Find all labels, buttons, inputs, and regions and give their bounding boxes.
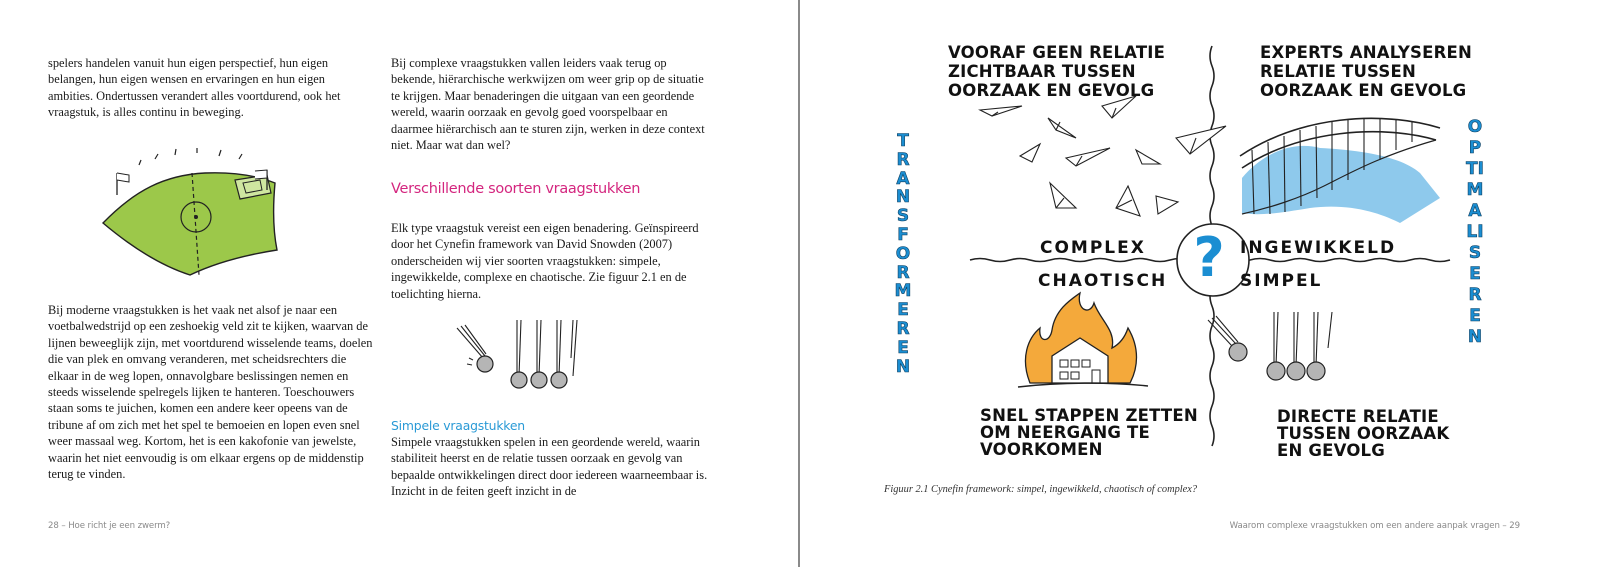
paragraph: Elk type vraagstuk vereist een eigen benadering. Geïnspireerd door het Cynefin framework van David Snowden (2007) onderscheiden wij vier soorten vraagstukken: simpele, ingewikkelde, complexe en chaotische. Zie figuur 2.1 en de toelichting hierna. (391, 221, 699, 301)
vertical-label-optimaliseren: OPTIMALISEREN (1466, 117, 1484, 347)
quadrant-label-ingewikkeld: INGEWIKKELD (1240, 238, 1397, 258)
bridge-icon (1240, 118, 1440, 223)
col2-para1 (391, 55, 711, 153)
question-mark-icon: ? (1193, 226, 1225, 289)
top-right-text (1260, 43, 1472, 100)
paragraph: spelers handelen vanuit hun eigen perspectief, hun eigen belangen, hun eigen wensen en ervaringen en hun eigen ambities. Ondertussen verandert alles voortdurend, ook het vraagstuk, is alles continu in beweging. (48, 56, 341, 120)
page-footer-right: Waarom complexe vraagstukken om een andere aanpak vragen – 29 (1229, 521, 1520, 531)
quadrant-label-complex: COMPLEX (1040, 238, 1146, 258)
figure-caption: Figuur 2.1 Cynefin framework: simpel, ingewikkeld, chaotisch of complex? (884, 484, 1198, 495)
page-footer-left: 28 – Hoe richt je een zwerm? (48, 521, 171, 531)
text-line: DIRECTE RELATIE (1277, 407, 1439, 426)
newtons-cradle-illustration (455, 318, 595, 403)
text-line: RELATIE TUSSEN (1260, 62, 1416, 81)
text-line: OM NEERGANG TE (980, 423, 1150, 442)
paragraph: Bij moderne vraagstukken is het vaak net alsof je naar een voetbalwedstrijd op een zeshoekig veld zit te kijken, waarvan de lijnen beweeglijk zijn, met voortdurend wisselende teams, doelen die van plek en omvang veranderen, met scheidsrechters die elkaar in de weg lopen, onnavolgbare beslissingen nemen en steeds wisselende spelregels lijken te hanteren. Toeschouwers staan soms te juichen, komen een andere keer opeens van de tribune af om zich met het spel te bemoeien en lopen even snel weer massaal weg. Kortom, het is een kakofonie van jewelste, waarin het niet eenvoudig is om elkaar ergens op de middenstip terug te vinden. (48, 303, 373, 482)
col1-para1 (48, 55, 373, 121)
newtons-cradle-icon (1208, 312, 1332, 380)
text-line: VOORKOMEN (980, 440, 1103, 459)
text-line: EXPERTS ANALYSEREN (1260, 43, 1472, 62)
paper-planes-icon (980, 96, 1226, 216)
soccer-field-illustration (95, 145, 285, 285)
text-line: ZICHTBAAR TUSSEN (948, 62, 1136, 81)
text-line: EN GEVOLG (1277, 441, 1386, 460)
text-line: TUSSEN OORZAAK (1277, 424, 1450, 443)
vertical-label-transformeren: TRANSFORMEREN (894, 131, 912, 377)
col2-para3 (391, 434, 711, 500)
bottom-left-text (980, 407, 1198, 458)
col1-para2 (48, 302, 373, 482)
top-left-text (948, 43, 1165, 100)
text-line: OORZAAK EN GEVOLG (1260, 81, 1467, 100)
text-line: SNEL STAPPEN ZETTEN (980, 406, 1198, 425)
quadrant-label-simpel: SIMPEL (1240, 271, 1323, 291)
paragraph: Bij complexe vraagstukken vallen leiders vaak terug op bekende, hiërarchische werkwijzen om weer grip op de situatie te krijgen. Maar benaderingen die uitgaan van een geordende wereld, waarin oorzaak en gevolg goed voorspelbaar en daarmee hiërarchisch aan te sturen zijn, werken in deze context niet. Maar wat dan wel? (391, 56, 705, 153)
text-line: OORZAAK EN GEVOLG (948, 81, 1155, 100)
quadrant-label-chaotisch: CHAOTISCH (1038, 271, 1168, 291)
burning-house-icon (1018, 293, 1148, 387)
col2-para2 (391, 220, 711, 302)
subsection-heading: Simpele vraagstukken (391, 418, 525, 433)
paragraph: Simpele vraagstukken spelen in een geordende wereld, waarin stabiliteit heerst en de relatie tussen oorzaak en gevolg van bepaalde ontwikkelingen direct door iedereen waarneembaar is. Inzicht in de feiten geeft inzicht in de (391, 435, 708, 499)
section-heading: Verschillende soorten vraagstukken (391, 181, 641, 197)
left-page (0, 0, 798, 567)
bottom-right-text (1277, 408, 1449, 459)
right-page (800, 0, 1600, 567)
text-line: VOORAF GEEN RELATIE (948, 43, 1166, 62)
